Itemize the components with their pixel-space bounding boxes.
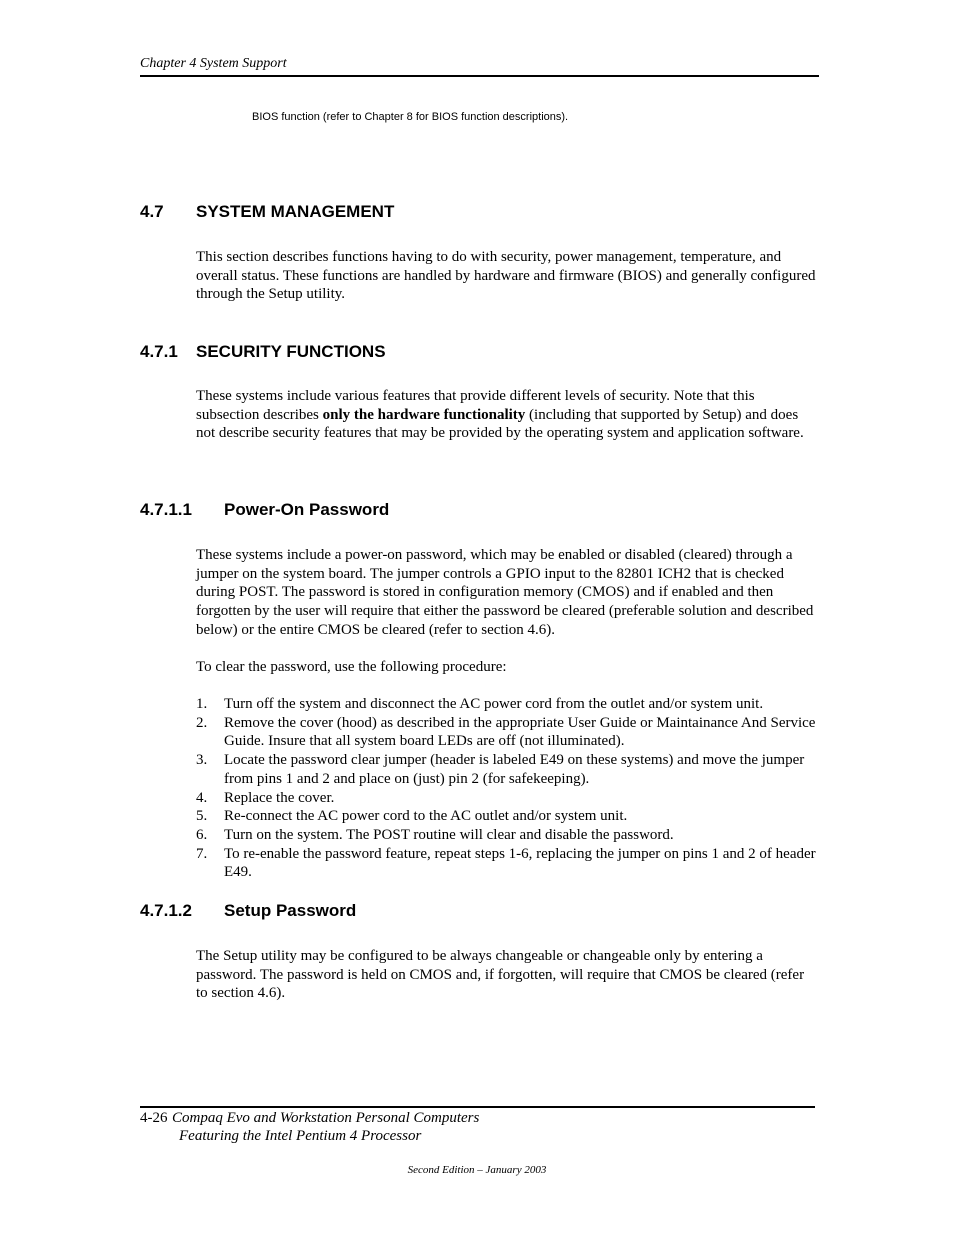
step-list	[196, 695, 816, 882]
section-number: 4.7.1	[140, 342, 178, 361]
list-item	[196, 826, 816, 845]
step-number: 1.	[196, 696, 208, 712]
list-item	[196, 714, 816, 751]
text-run: These systems include various features that provide different levels of security. Note that this subsection describes	[196, 388, 755, 423]
footer-rule	[140, 1106, 815, 1108]
section-heading-4-7-1-1	[140, 500, 820, 522]
section-body-4-7-1	[196, 387, 816, 443]
section-number: 4.7	[140, 202, 164, 221]
section-title: Power-On Password	[224, 500, 390, 519]
book-title-line-1: Compaq Evo and Workstation Personal Computers	[172, 1110, 480, 1126]
bold-text-run: only the hardware functionality	[322, 406, 526, 423]
text-run: (including that supported by Setup) and does not describe security features that may be provided by the operating system and application software.	[196, 406, 804, 442]
list-item	[196, 789, 816, 808]
book-title-line-2: Featuring the Intel Pentium 4 Processor	[179, 1128, 422, 1144]
list-item	[196, 845, 816, 882]
paragraph: These systems include a power-on password, which may be enabled or disabled (cleared) through a jumper on the system board. The jumper controls a GPIO input to the 82801 ICH2 that is checked during POST. The password is stored in configuration memory (CMOS) and if enabled and then forgotten by the user will require that either the password be cleared (preferable solution and described below) or the entire CMOS be cleared (refer to section 4.6).	[196, 547, 814, 638]
section-heading-4-7-1-2	[140, 901, 820, 923]
step-number: 2.	[196, 714, 208, 731]
list-item	[196, 695, 816, 714]
intro-fragment: BIOS function (refer to Chapter 8 for BIOS function descriptions).	[252, 111, 569, 123]
section-number: 4.7.1.2	[140, 901, 192, 920]
section-title: SYSTEM MANAGEMENT	[196, 202, 395, 221]
page-number: 4-26	[140, 1110, 168, 1126]
procedure-steps	[196, 695, 816, 882]
paragraph	[196, 387, 816, 443]
running-header: Chapter 4 System Support	[140, 56, 287, 71]
paragraph: This section describes functions having to do with security, power management, temperature, and overall status. These functions are handled by hardware and firmware (BIOS) and generally configured through the Setup utility.	[196, 249, 816, 303]
section-body-4-7	[196, 248, 816, 304]
section-title: SECURITY FUNCTIONS	[196, 342, 386, 361]
paragraph: To clear the password, use the following procedure:	[196, 659, 507, 675]
procedure-intro	[196, 658, 816, 677]
list-item	[196, 807, 816, 826]
step-text: Replace the cover.	[224, 789, 335, 806]
step-text: Turn on the system. The POST routine will clear and disable the password.	[224, 826, 674, 843]
step-text: Re-connect the AC power cord to the AC outlet and/or system unit.	[224, 808, 628, 825]
paragraph: The Setup utility may be configured to be always changeable or changeable only by entering a password. The password is held on CMOS and, if forgotten, will require that CMOS be cleared (refer to section 4.6).	[196, 948, 805, 1002]
step-number: 4.	[196, 789, 208, 806]
section-body-4-7-1-2	[196, 947, 816, 1003]
edition-label: Second Edition – January 2003	[407, 1164, 547, 1176]
section-number: 4.7.1.1	[140, 500, 192, 519]
section-title: Setup Password	[224, 901, 357, 920]
step-text: Locate the password clear jumper (header is labeled E49 on these systems) and move the jumper from pins 1 and 2 and place on (just) pin 2 (for safekeeping).	[224, 752, 805, 787]
section-body-4-7-1-1	[196, 546, 816, 640]
step-text: To re-enable the password feature, repeat steps 1-6, replacing the jumper on pins 1 and 2 of header E49.	[224, 845, 816, 881]
step-number: 7.	[196, 845, 208, 862]
step-number: 3.	[196, 752, 208, 769]
step-text: Remove the cover (hood) as described in the appropriate User Guide or Maintainance And Service Guide. Insure that all system board LEDs are off (not illuminated).	[224, 714, 816, 750]
section-heading-4-7	[140, 202, 820, 224]
section-heading-4-7-1	[140, 342, 820, 364]
step-number: 5.	[196, 808, 208, 825]
header-rule	[140, 75, 819, 77]
step-text: Turn off the system and disconnect the AC power cord from the outlet and/or system unit.	[224, 696, 764, 712]
step-number: 6.	[196, 826, 208, 843]
list-item	[196, 751, 816, 788]
